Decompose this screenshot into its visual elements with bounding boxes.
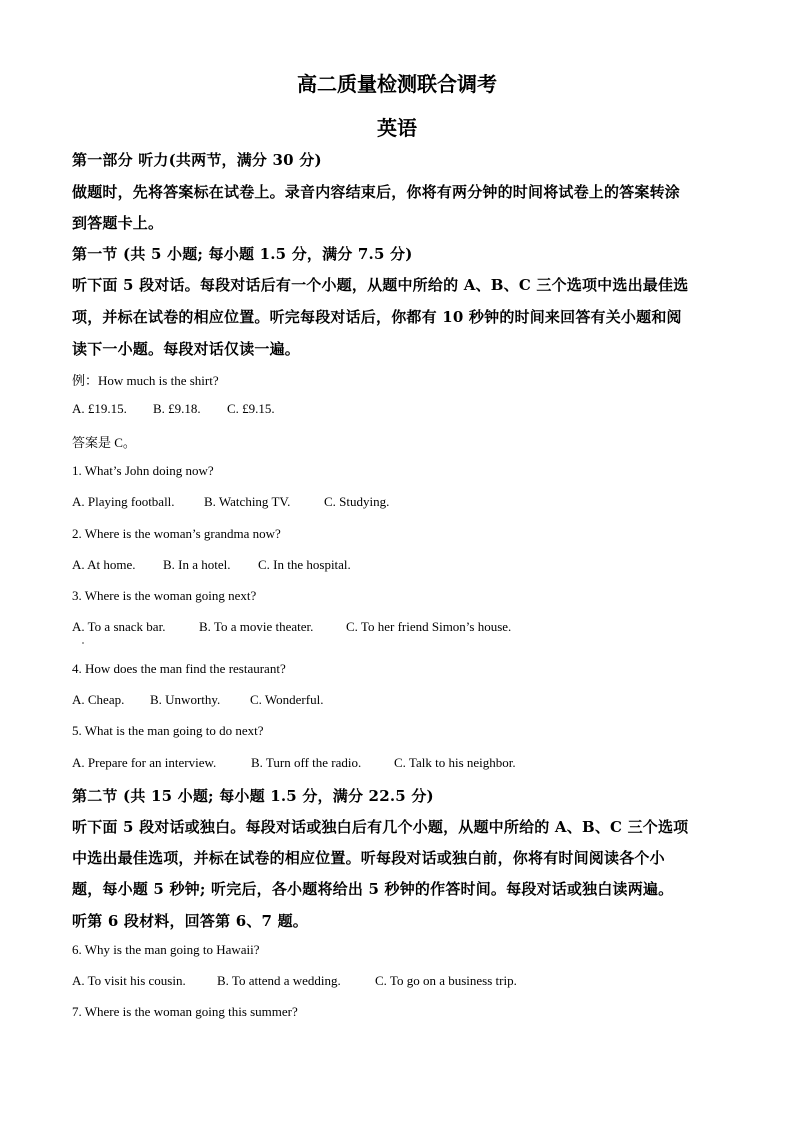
q6-option-a: A. To visit his cousin.: [72, 973, 186, 988]
q4-option-b: B. Unworthy.: [150, 692, 221, 707]
question-5: 5. What is the man going to do next?: [72, 723, 264, 738]
q6-option-b: B. To attend a wedding.: [217, 973, 341, 988]
question-1: 1. What’s John doing now?: [72, 463, 214, 478]
question-6: 6. Why is the man going to Hawaii?: [72, 942, 260, 957]
q4-option-a: A. Cheap.: [72, 692, 125, 707]
q3-option-a: A. To a snack bar.: [72, 619, 166, 634]
q6-option-c: C. To go on a business trip.: [375, 973, 517, 988]
question-2: 2. Where is the woman’s grandma now?: [72, 526, 281, 541]
question-6-options: [72, 973, 517, 989]
example-answer: 答案是 C。: [72, 435, 136, 450]
section2-instruction-line3: 题，每小题 5 秒钟; 听完后，各小题将给出 5 秒钟的作答时间。每段对话或独白读两遍。: [72, 880, 674, 898]
q5-option-a: A. Prepare for an interview.: [72, 755, 217, 770]
material-6-heading: 听第 6 段材料，回答第 6、7 题。: [72, 912, 309, 930]
part1-instruction-line2: 到答题卡上。: [72, 214, 164, 232]
example-question: 例：How much is the shirt?: [72, 373, 219, 388]
q1-option-c: C. Studying.: [324, 494, 390, 509]
section1-instruction-line2: 项，并标在试卷的相应位置。听完每段对话后，你都有 10 秒钟的时间来回答有关小题和阅: [72, 308, 682, 326]
stray-dot: [82, 642, 84, 644]
question-3-options: [72, 619, 511, 635]
part1-instruction-line1: 做题时，先将答案标在试卷上。录音内容结束后，你将有两分钟的时间将试卷上的答案转涂: [72, 183, 681, 201]
section1-heading: 第一节 (共 5 小题; 每小题 1.5 分，满分 7.5 分): [72, 245, 413, 263]
q3-option-c: C. To her friend Simon’s house.: [346, 619, 512, 634]
question-1-options: [72, 494, 389, 510]
section1-instruction-line1: 听下面 5 段对话。每段对话后有一个小题，从题中所给的 A、B、C 三个选项中选出最佳选: [72, 276, 689, 294]
section2-instruction-line1: 听下面 5 段对话或独白。每段对话或独白后有几个小题，从题中所给的 A、B、C 三个选项: [72, 818, 689, 836]
question-5-options: [72, 755, 516, 771]
q4-option-c: C. Wonderful.: [250, 692, 324, 707]
exam-title: 高二质量检测联合调考: [297, 72, 497, 96]
q5-option-b: B. Turn off the radio.: [251, 755, 362, 770]
part1-heading: 第一部分 听力(共两节，满分 30 分): [72, 151, 322, 169]
q2-option-b: B. In a hotel.: [163, 557, 231, 572]
question-4: 4. How does the man find the restaurant?: [72, 661, 286, 676]
q3-option-b: B. To a movie theater.: [199, 619, 314, 634]
question-7: 7. Where is the woman going this summer?: [72, 1004, 298, 1019]
example-options: [72, 401, 275, 417]
q1-option-b: B. Watching TV.: [204, 494, 291, 509]
example-option-c: C. £9.15.: [227, 401, 275, 416]
section1-instruction-line3: 读下一小题。每段对话仅读一遍。: [72, 340, 301, 358]
subject-title: 英语: [377, 116, 417, 140]
section2-instruction-line2: 中选出最佳选项，并标在试卷的相应位置。听每段对话或独白前，你将有时间阅读各个小: [72, 849, 665, 867]
section2-heading: 第二节 (共 15 小题; 每小题 1.5 分，满分 22.5 分): [72, 787, 434, 805]
q2-option-a: A. At home.: [72, 557, 136, 572]
example-option-a: A. £19.15.: [72, 401, 127, 416]
question-2-options: [72, 557, 351, 573]
q5-option-c: C. Talk to his neighbor.: [394, 755, 516, 770]
q1-option-a: A. Playing football.: [72, 494, 175, 509]
question-4-options: [72, 692, 323, 708]
question-3: 3. Where is the woman going next?: [72, 588, 257, 603]
example-option-b: B. £9.18.: [153, 401, 201, 416]
q2-option-c: C. In the hospital.: [258, 557, 351, 572]
